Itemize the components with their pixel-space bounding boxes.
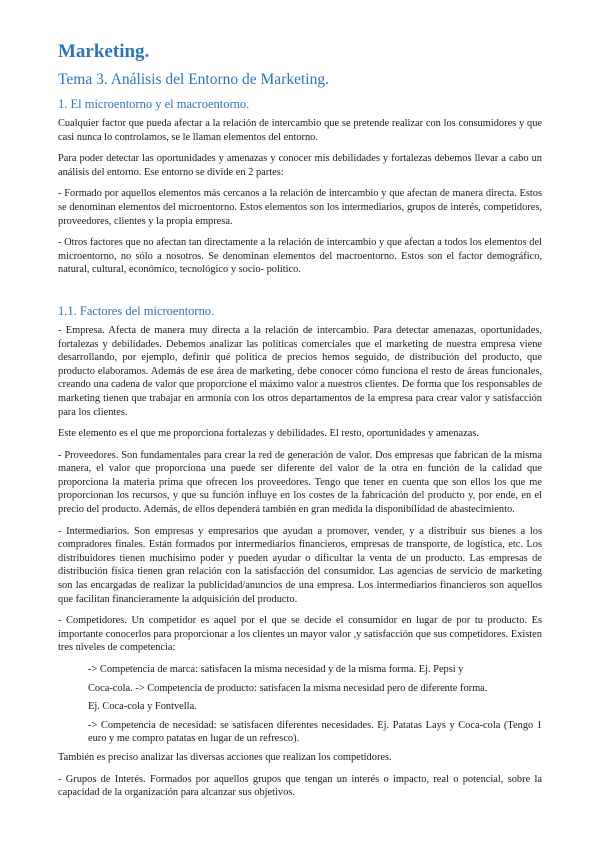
paragraph-macroentorno: - Otros factores que no afectan tan directamente a la relación de intercambio y que afectan a todos los elementos del microentorno, no sólo a nosotros. Se denominan elementos del macroentorno. Estos son el factor demográfico, natural, cultural, económico, tecnológico y socio- político. xyxy=(58,237,542,276)
paragraph-fortalezas: Este elemento es el que me proporciona fortalezas y debilidades. El resto, oportunidades y amenazas. xyxy=(58,428,479,440)
section-spacer xyxy=(58,285,542,303)
competencia-ejemplo-line: Ej. Coca-cola y Fontvella. xyxy=(88,701,197,713)
competencia-producto-line: Coca-cola. -> Competencia de producto: satisfacen la misma necesidad pero de diferente forma. xyxy=(88,682,488,694)
competencia-necesidad-line: -> Competencia de necesidad: se satisfacen diferentes necesidades. Ej. Patatas Lays y Coca-cola (Tengo 1 euro y me compro patatas en lugar de un refresco). xyxy=(88,719,542,745)
paragraph-proveedores: - Proveedores. Son fundamentales para crear la red de generación de valor. Dos empresas que fabrican de la misma manera, el valor que proporciona una puede ser diferente del valor de la otra en función de la calidad que proporciona la materia prima que ofrecen los proveedores. Tengo que tener en cuenta que son ellos los que me proporcionan los recursos, y que su función influye en los costes de la fabricación del producto y, por ende, en el precio del producto. Además, de ellos dependerá también en gran medida la disponibilidad de abastecimiento. xyxy=(58,449,542,516)
section-heading-1: 1. El microentorno y el macroentorno. xyxy=(58,97,250,111)
document-title: Marketing. xyxy=(58,41,150,62)
paragraph-grupos-interes: - Grupos de Interés. Formados por aquellos grupos que tengan un interés o impacto, real o potencial, sobre la capacidad de la organización para alcanzar sus objetivos. xyxy=(58,773,542,799)
paragraph-acciones-competidores: También es preciso analizar las diversas acciones que realizan los competidores. xyxy=(58,751,392,763)
paragraph-empresa: - Empresa. Afecta de manera muy directa a la relación de intercambio. Para detectar amenazas, oportunidades, fortalezas y debilidades. Debemos analizar las políticas comerciales que el marketing de nuestra empresa viene desarrollando, por ejemplo, definir qué política de precios hemos seguido, de distribución del producto, que producto elaboramos. Además de ese área de marketing, debe conocer cómo funciona el resto de áreas funcionales, creando una cadena de valor que proporcione el máximo valor a nuestros clientes. De forma que los responsables de marketing tienen que trabajar en armonía con los otros departamentos de la empresa para crear valor y satisfacción para los clientes. xyxy=(58,324,542,418)
paragraph-entorno-definition: Cualquier factor que pueda afectar a la relación de intercambio que se pretende realizar con los consumidores y que casi nunca lo controlamos, se le llaman elementos del entorno. xyxy=(58,118,542,143)
competencia-marca-line: -> Competencia de marca: satisfacen la misma necesidad y de la misma forma. Ej. Pepsi y xyxy=(88,664,464,675)
paragraph-microentorno: - Formado por aquellos elementos más cercanos a la relación de intercambio y que afectan de manera directa. Estos se denominan elementos del microentorno. Estos elementos son los intermediarios, grupos de interés, competidores, proveedores, clientes y la propia empresa. xyxy=(58,188,542,227)
section-heading-1-1: 1.1. Factores del microentorno. xyxy=(58,303,215,318)
paragraph-analisis-entorno: Para poder detectar las oportunidades y amenazas y conocer mis debilidades y fortalezas debemos llevar a cabo un análisis del entorno. Ese entorno se divide en 2 partes: xyxy=(58,153,542,178)
paragraph-intermediarios: - Intermediarios. Son empresas y empresarios que ayudan a promover, vender, y a distribuir sus bienes a los compradores finales. Están formados por intermediarios financieros, empresas de transporte, de logística, etc. Los distribuidores tienen muchísimo poder y pueden ayudar o dificultar la venta de un producto. Las empresas de distribución física tienen gran relación con la satisfacción del consumidor. Las agencias de servicio de marketing son las encargadas de realizar la publicidad/anuncios de una empresa. Los intermediarios financieros son aquellos que facilitan financieramente la adquisición del producto. xyxy=(58,525,542,605)
paragraph-competidores: - Competidores. Un competidor es aquel por el que se decide el consumidor en lugar de por tu producto. Es importante conocerlos para proporcionar a los clientes un mayor valor ,y satisfacción que sus competidores. Existen tres niveles de competencia: xyxy=(58,615,542,654)
chapter-heading: Tema 3. Análisis del Entorno de Marketing. xyxy=(58,71,329,88)
